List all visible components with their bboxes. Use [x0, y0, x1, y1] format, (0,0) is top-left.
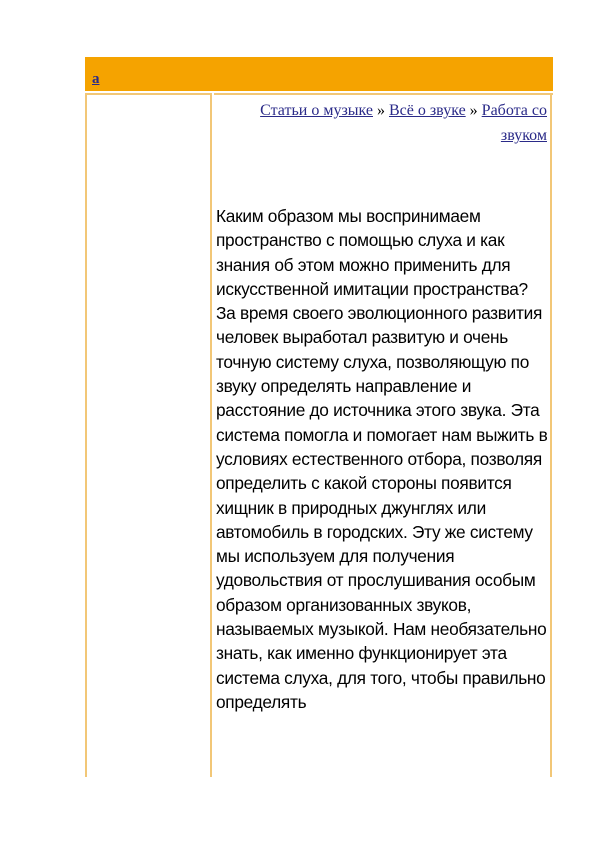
breadcrumb [216, 98, 549, 148]
content-cell-right-border [550, 93, 552, 777]
content-cell-border [214, 93, 553, 95]
left-sidebar-cell [85, 93, 212, 777]
breadcrumb-link-music-articles[interactable]: Статьи о музыке [260, 102, 373, 119]
article-text [216, 204, 549, 714]
page-table [85, 57, 553, 777]
breadcrumb-link-sound-work[interactable]: Работа со звуком [481, 102, 547, 144]
article-body: За время своего эволюционного развития человек выработал развитую и очень точную систему слуха, позволяющую по звуку определять направление и расстояние до источника этого звука. Эта система помогла и помогает нам выжить в условиях естественного отбора, позволяя определить с какой стороны появится хищник в природных джунглях или автомобиль в городских. Эту же систему мы используем для получения удовольствия от прослушивания особым образом организованных звуков, называемых музыкой. Нам необязательно знать, как именно функционирует эта система слуха, для того, чтобы правильно определять [216, 303, 548, 712]
breadcrumb-separator: » [376, 102, 385, 119]
content-cell [216, 98, 549, 714]
breadcrumb-separator: » [469, 102, 478, 119]
breadcrumb-link-all-about-sound[interactable]: Всё о звуке [388, 102, 466, 119]
article-question: Каким образом мы воспринимаем пространство с помощью слуха и как знания об этом можно применить для искусственной имитации пространства? [216, 206, 528, 299]
header-anchor-link[interactable]: a [92, 71, 100, 87]
header-bar [85, 57, 553, 91]
